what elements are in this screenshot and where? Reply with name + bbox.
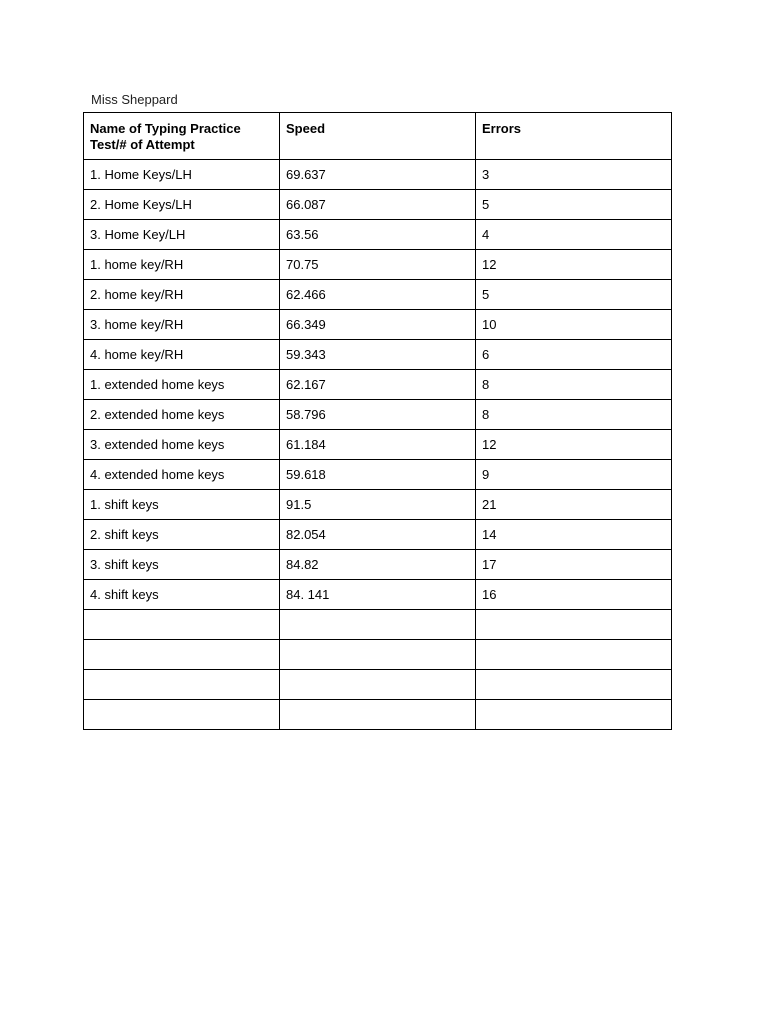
empty-table-row [84, 640, 672, 670]
empty-cell [84, 640, 280, 670]
table-row [84, 490, 672, 520]
test-name-cell: 1. Home Keys/LH [84, 160, 280, 190]
test-name-cell: 1. extended home keys [84, 370, 280, 400]
column-header-errors: Errors [476, 113, 672, 160]
test-name-cell: 3. shift keys [84, 550, 280, 580]
speed-cell: 66.349 [280, 310, 476, 340]
speed-cell: 61.184 [280, 430, 476, 460]
table-row [84, 340, 672, 370]
speed-cell: 62.167 [280, 370, 476, 400]
test-name-cell: 1. home key/RH [84, 250, 280, 280]
errors-cell: 12 [476, 430, 672, 460]
speed-cell: 84.82 [280, 550, 476, 580]
table-row [84, 220, 672, 250]
empty-cell [280, 700, 476, 730]
errors-cell: 6 [476, 340, 672, 370]
speed-cell: 59.618 [280, 460, 476, 490]
speed-cell: 91.5 [280, 490, 476, 520]
empty-table-row [84, 700, 672, 730]
table-row [84, 460, 672, 490]
speed-cell: 66.087 [280, 190, 476, 220]
test-name-cell: 2. shift keys [84, 520, 280, 550]
test-name-cell: 2. home key/RH [84, 280, 280, 310]
test-name-cell: 1. shift keys [84, 490, 280, 520]
test-name-cell: 3. home key/RH [84, 310, 280, 340]
errors-cell: 10 [476, 310, 672, 340]
errors-cell: 8 [476, 400, 672, 430]
errors-cell: 5 [476, 190, 672, 220]
empty-cell [476, 640, 672, 670]
errors-cell: 16 [476, 580, 672, 610]
empty-cell [476, 610, 672, 640]
errors-cell: 17 [476, 550, 672, 580]
table-row [84, 400, 672, 430]
table-row [84, 520, 672, 550]
errors-cell: 14 [476, 520, 672, 550]
empty-cell [476, 700, 672, 730]
test-name-cell: 2. Home Keys/LH [84, 190, 280, 220]
test-name-cell: 3. extended home keys [84, 430, 280, 460]
test-name-cell: 4. shift keys [84, 580, 280, 610]
speed-cell: 62.466 [280, 280, 476, 310]
speed-cell: 63.56 [280, 220, 476, 250]
empty-cell [84, 610, 280, 640]
test-name-cell: 4. extended home keys [84, 460, 280, 490]
speed-cell: 70.75 [280, 250, 476, 280]
empty-cell [84, 700, 280, 730]
errors-cell: 3 [476, 160, 672, 190]
test-name-cell: 2. extended home keys [84, 400, 280, 430]
empty-cell [476, 670, 672, 700]
table-row [84, 280, 672, 310]
errors-cell: 5 [476, 280, 672, 310]
column-header-test-name: Name of Typing Practice Test/# of Attempt [84, 113, 280, 160]
speed-cell: 84. 141 [280, 580, 476, 610]
errors-cell: 4 [476, 220, 672, 250]
author-name: Miss Sheppard [91, 92, 178, 107]
speed-cell: 59.343 [280, 340, 476, 370]
errors-cell: 12 [476, 250, 672, 280]
speed-cell: 82.054 [280, 520, 476, 550]
test-name-cell: 4. home key/RH [84, 340, 280, 370]
empty-table-row [84, 610, 672, 640]
table-row [84, 160, 672, 190]
table-row [84, 310, 672, 340]
errors-cell: 21 [476, 490, 672, 520]
table-row [84, 370, 672, 400]
empty-cell [84, 670, 280, 700]
table-row [84, 190, 672, 220]
errors-cell: 9 [476, 460, 672, 490]
table-row [84, 580, 672, 610]
table-row [84, 250, 672, 280]
table-row [84, 430, 672, 460]
errors-cell: 8 [476, 370, 672, 400]
speed-cell: 58.796 [280, 400, 476, 430]
table-header-row [84, 113, 672, 160]
empty-cell [280, 610, 476, 640]
empty-cell [280, 670, 476, 700]
column-header-speed: Speed [280, 113, 476, 160]
table-row [84, 550, 672, 580]
speed-cell: 69.637 [280, 160, 476, 190]
empty-cell [280, 640, 476, 670]
test-name-cell: 3. Home Key/LH [84, 220, 280, 250]
empty-table-row [84, 670, 672, 700]
typing-practice-table [83, 112, 672, 730]
